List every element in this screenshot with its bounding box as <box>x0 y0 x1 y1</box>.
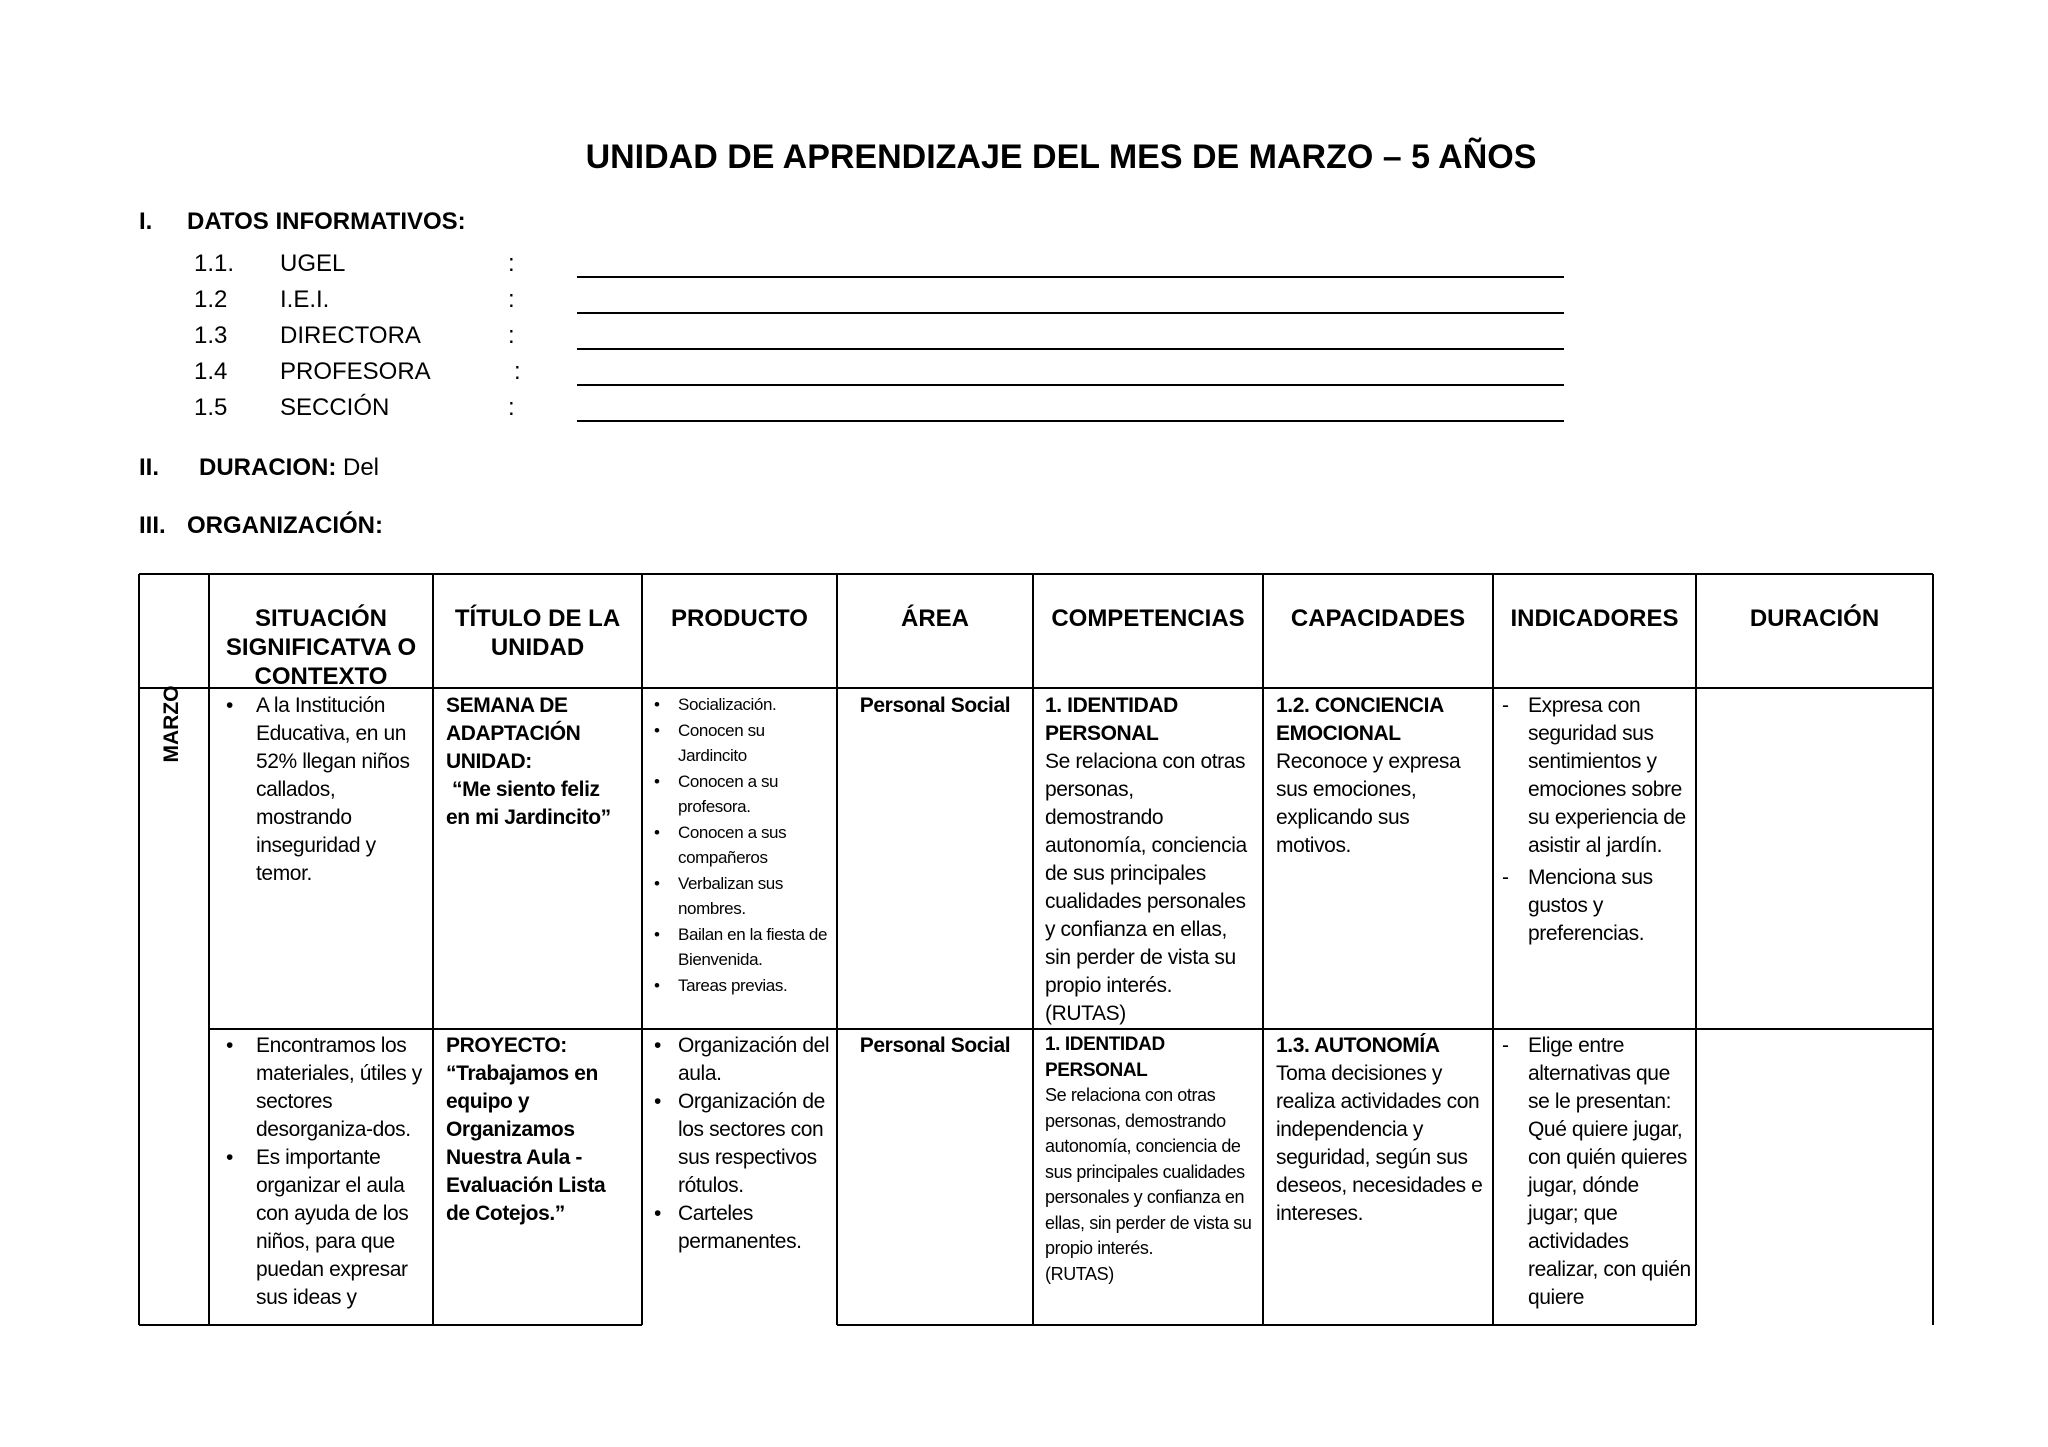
section-label: DURACION: <box>199 454 337 481</box>
info-label: PROFESORA <box>280 358 431 385</box>
header-duracion: DURACIÓN <box>1749 605 1880 632</box>
fill-in-line[interactable] <box>577 420 1564 422</box>
list-item: • Conocen su Jardincito <box>652 718 832 769</box>
list-item: • A la Institución Educativa, en un 52% llegan niños callados, mostrando inseguridad y temor. <box>218 692 423 888</box>
row2-capacidad <box>1276 1032 1488 1228</box>
row1-indicadores <box>1498 692 1691 948</box>
info-colon: : <box>508 250 515 277</box>
info-label: SECCIÓN <box>280 394 390 421</box>
list-item: • Bailan en la fiesta de Bienvenida. <box>652 922 832 973</box>
titulo-line: Organizamos <box>446 1118 575 1141</box>
info-colon: : <box>514 358 521 385</box>
section-label: DATOS INFORMATIVOS: <box>187 208 466 235</box>
titulo-line: de Cotejos.” <box>446 1202 565 1225</box>
list-item: • Verbalizan sus nombres. <box>652 871 832 922</box>
capacidad-title: 1.2. CONCIENCIA EMOCIONAL <box>1276 694 1444 745</box>
header-indicadores: INDICADORES <box>1510 605 1679 632</box>
header-area: ÁREA <box>900 605 969 632</box>
row2-competencia <box>1045 1032 1257 1287</box>
list-item: • Es importante organizar el aula con ayuda de los niños, para que puedan expresar sus ideas y <box>218 1144 423 1312</box>
info-row-seccion <box>194 394 1564 428</box>
section-datos-informativos <box>139 208 466 236</box>
list-item: - Elige entre alternativas que se le presentan: Qué quiere jugar, con quién quieres jugar, dónde jugar; que actividades realizar, con quién quiere <box>1498 1032 1691 1312</box>
header-capacidades: CAPACIDADES <box>1290 605 1466 632</box>
titulo-line: “Me siento feliz <box>452 778 600 801</box>
fill-in-line[interactable] <box>577 312 1564 314</box>
row2-producto <box>652 1032 834 1256</box>
row1-capacidad <box>1276 692 1486 860</box>
list-item: • Encontramos los materiales, útiles y sectores desorganiza-dos. <box>218 1032 423 1144</box>
section-duracion <box>139 454 379 482</box>
list-item: - Menciona sus gustos y preferencias. <box>1498 864 1691 948</box>
section-number: I. <box>139 208 153 235</box>
list-item: • Conocen a su profesora. <box>652 769 832 820</box>
capacidad-text: Reconoce y expresa sus emociones, explicando sus motivos. <box>1276 750 1461 857</box>
month-text: MARZO <box>160 685 183 763</box>
header-situacion: SITUACIÓN SIGNIFICATVA O CONTEXTO <box>225 605 417 690</box>
row2-situacion <box>218 1032 423 1312</box>
info-number: 1.2 <box>194 286 228 313</box>
info-row-iei <box>194 286 1564 320</box>
list-item: • Tareas previas. <box>652 973 832 999</box>
capacidad-title: 1.3. AUTONOMÍA <box>1276 1034 1440 1057</box>
row1-competencia <box>1045 692 1257 1028</box>
info-number: 1.4 <box>194 358 228 385</box>
section-organizacion <box>139 512 383 540</box>
section-label: ORGANIZACIÓN: <box>187 512 383 539</box>
titulo-line: equipo y <box>446 1090 530 1113</box>
titulo-line: UNIDAD: <box>446 750 532 773</box>
info-row-ugel <box>194 250 1564 284</box>
row1-producto <box>652 692 832 998</box>
row1-situacion <box>218 692 423 888</box>
row2-area: Personal Social <box>859 1034 1011 1057</box>
capacidad-text: Toma decisiones y realiza actividades con independencia y seguridad, según sus deseos, necesidades e intereses. <box>1276 1062 1483 1225</box>
titulo-line: PROYECTO: <box>446 1034 567 1057</box>
competencia-note: (RUTAS) <box>1045 1263 1114 1284</box>
info-number: 1.5 <box>194 394 228 421</box>
info-row-directora <box>194 322 1564 356</box>
info-row-profesora <box>194 358 1564 392</box>
duracion-value: Del <box>343 454 380 481</box>
info-colon: : <box>508 394 515 421</box>
list-item: • Organización del aula. <box>652 1032 834 1088</box>
row2-titulo <box>446 1032 636 1228</box>
header-competencias: COMPETENCIAS <box>1051 605 1245 632</box>
competencia-text: Se relaciona con otras personas, demostrando autonomía, conciencia de sus principales cualidades personales y confianza en ellas, sin perder de vista su propio interés. <box>1045 1085 1252 1258</box>
row2-indicadores <box>1498 1032 1691 1312</box>
fill-in-line[interactable] <box>577 276 1564 278</box>
month-label <box>137 685 207 763</box>
competencia-title: 1. IDENTIDAD PERSONAL <box>1045 694 1178 745</box>
titulo-line: “Trabajamos en <box>446 1062 598 1085</box>
titulo-line: SEMANA DE <box>446 694 568 717</box>
info-label: UGEL <box>280 250 346 277</box>
fill-in-line[interactable] <box>577 348 1564 350</box>
page-title: UNIDAD DE APRENDIZAJE DEL MES DE MARZO – 5 AÑOS <box>585 138 1537 176</box>
info-label: DIRECTORA <box>280 322 421 349</box>
section-number: II. <box>139 454 160 481</box>
info-colon: : <box>508 322 515 349</box>
info-label: I.E.I. <box>280 286 330 313</box>
list-item: • Carteles permanentes. <box>652 1200 834 1256</box>
list-item: - Expresa con seguridad sus sentimientos y emociones sobre su experiencia de asistir al jardín. <box>1498 692 1691 860</box>
list-item: • Socialización. <box>652 692 832 718</box>
info-number: 1.3 <box>194 322 228 349</box>
competencia-note: (RUTAS) <box>1045 1002 1126 1025</box>
info-number: 1.1. <box>194 250 235 277</box>
competencia-text: Se relaciona con otras personas, demostrando autonomía, conciencia de sus principales cualidades personales y confianza en ellas, sin perder de vista su propio interés. <box>1045 750 1247 997</box>
row1-area: Personal Social <box>859 694 1011 717</box>
titulo-line: ADAPTACIÓN <box>446 722 581 745</box>
info-colon: : <box>508 286 515 313</box>
titulo-line: Nuestra Aula - <box>446 1146 582 1169</box>
fill-in-line[interactable] <box>577 384 1564 386</box>
header-titulo: TÍTULO DE LA UNIDAD <box>454 605 621 661</box>
titulo-line: Evaluación Lista <box>446 1174 606 1197</box>
header-producto: PRODUCTO <box>671 605 808 632</box>
list-item: • Organización de los sectores con sus respectivos rótulos. <box>652 1088 834 1200</box>
competencia-title: 1. IDENTIDAD PERSONAL <box>1045 1034 1165 1081</box>
section-number: III. <box>139 512 166 539</box>
row1-titulo <box>446 692 636 832</box>
titulo-line: en mi Jardincito” <box>446 806 611 829</box>
list-item: • Conocen a sus compañeros <box>652 820 832 871</box>
